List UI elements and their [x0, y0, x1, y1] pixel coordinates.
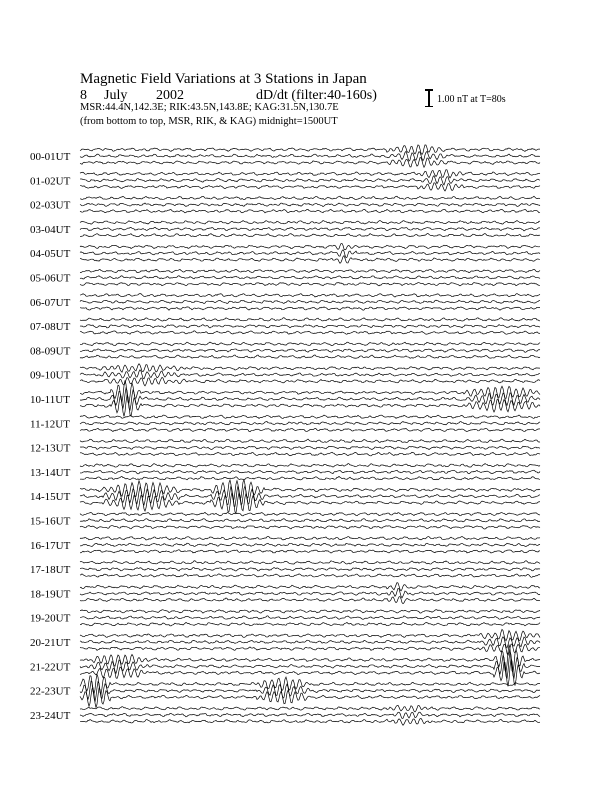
hour-label: 15-16UT	[30, 515, 71, 528]
hour-label: 07-08UT	[30, 321, 71, 334]
trace-msr	[80, 233, 540, 236]
hour-label: 19-20UT	[30, 612, 71, 625]
trace-rik	[80, 203, 540, 207]
trace-rik	[80, 543, 540, 546]
trace-rik	[80, 446, 540, 449]
date-day: 8	[80, 88, 87, 103]
trace-msr	[80, 525, 540, 528]
trace-msr	[80, 183, 540, 191]
trace-kag	[80, 294, 540, 298]
trace-msr	[80, 718, 540, 725]
hour-label: 20-21UT	[30, 637, 71, 649]
station-order-note: (from bottom to top, MSR, RIK, & KAG) midnight=1500UT	[80, 116, 338, 127]
trace-rik	[80, 470, 540, 474]
trace-kag	[80, 145, 540, 155]
trace-msr	[80, 283, 540, 286]
trace-kag	[80, 629, 540, 640]
trace-msr	[80, 550, 540, 553]
trace-kag	[80, 583, 540, 591]
trace-rik	[80, 276, 540, 279]
trace-rik	[80, 712, 540, 718]
trace-rik	[80, 176, 540, 185]
trace-rik	[80, 300, 540, 303]
hour-label: 01-02UT	[30, 175, 71, 188]
trace-rik	[80, 422, 540, 425]
trace-kag	[80, 674, 540, 694]
hour-label: 09-10UT	[30, 369, 71, 382]
trace-rik	[80, 250, 540, 258]
trace-msr	[80, 574, 540, 578]
hour-label: 02-03UT	[30, 199, 71, 212]
hour-label: 12-13UT	[30, 442, 71, 455]
trace-rik	[80, 349, 540, 353]
date-month: July	[104, 88, 128, 103]
hour-label: 18-19UT	[30, 588, 71, 601]
trace-kag	[80, 364, 540, 372]
trace-kag	[80, 439, 540, 442]
trace-rik	[80, 616, 540, 620]
hour-label: 05-06UT	[30, 272, 71, 285]
trace-msr	[80, 476, 540, 479]
trace-kag	[80, 269, 540, 272]
hour-label: 08-09UT	[30, 345, 71, 358]
scale-label: 1.00 nT at T=80s	[437, 94, 506, 105]
hour-label: 21-22UT	[30, 661, 71, 674]
station-coordinates: MSR:44.4N,142.3E; RIK:43.5N,143.8E; KAG:31.5N,130.7E	[80, 102, 339, 113]
trace-msr	[80, 622, 540, 625]
hour-label: 03-04UT	[30, 223, 71, 236]
trace-msr	[80, 158, 540, 168]
hour-label: 16-17UT	[30, 539, 71, 552]
hour-label: 23-24UT	[30, 709, 71, 722]
trace-msr	[80, 355, 540, 358]
trace-kag	[80, 512, 540, 516]
hour-label: 11-12UT	[30, 418, 70, 431]
trace-rik	[80, 637, 540, 648]
trace-kag	[80, 196, 540, 199]
date-year: 2002	[156, 88, 184, 103]
trace-kag	[80, 170, 540, 178]
hour-label: 17-18UT	[30, 564, 71, 577]
trace-rik	[80, 519, 540, 522]
hour-label: 10-11UT	[30, 394, 70, 406]
hour-label: 14-15UT	[30, 491, 71, 504]
trace-kag	[80, 705, 540, 712]
trace-msr	[80, 428, 540, 432]
trace-rik	[80, 325, 540, 328]
hour-label: 22-23UT	[30, 685, 71, 698]
trace-rik	[80, 151, 540, 161]
trace-rik	[80, 651, 540, 678]
hour-label: 06-07UT	[30, 296, 71, 309]
trace-msr	[80, 395, 540, 416]
trace-msr	[80, 377, 540, 386]
trace-msr	[80, 452, 540, 456]
component-filter: dD/dt (filter:40-160s)	[256, 88, 377, 103]
hour-label: 04-05UT	[30, 248, 71, 261]
trace-kag	[80, 610, 540, 613]
trace-msr	[80, 597, 540, 604]
hour-label: 00-01UT	[30, 151, 71, 163]
trace-msr	[80, 331, 540, 335]
trace-kag	[80, 221, 540, 225]
trace-rik	[80, 568, 540, 571]
trace-msr	[80, 256, 540, 264]
trace-kag	[80, 415, 540, 418]
trace-kag	[80, 244, 540, 250]
trace-kag	[80, 561, 540, 564]
trace-rik	[80, 388, 540, 410]
trace-msr	[80, 307, 540, 311]
trace-rik	[80, 588, 540, 597]
trace-msr	[80, 659, 540, 687]
trace-kag	[80, 464, 540, 468]
trace-kag	[80, 536, 540, 540]
trace-kag	[80, 318, 540, 321]
trace-kag	[80, 342, 540, 346]
trace-rik	[80, 227, 540, 231]
chart-title: Magnetic Field Variations at 3 Stations in Japan	[80, 71, 367, 87]
trace-msr	[80, 644, 540, 655]
hour-label: 13-14UT	[30, 466, 71, 479]
trace-msr	[80, 209, 540, 212]
